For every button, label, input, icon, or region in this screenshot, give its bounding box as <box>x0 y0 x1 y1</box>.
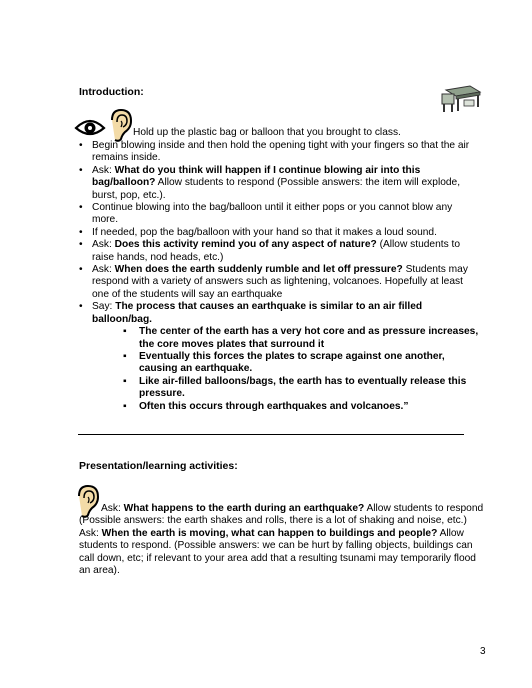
list-item: • Begin blowing inside and then hold the opening tight with your fingers so that the air remains inside. <box>79 140 479 165</box>
list-item: • Say: The process that causes an earthquake is similar to an air filled balloon/bag. ▪ The center of the earth has a very hot core and as pressure increases, the core moves plates that surround it ▪ Eventually this forces the plates to scrape against one another, causing an earthquake. ▪ Like air-filled balloons/bags, the earth has to eventually release this pressure. ▪ Often this occurs through earthquakes and volcanoes.” <box>79 301 479 413</box>
presentation-text <box>79 503 484 577</box>
page-number: 3 <box>480 646 486 657</box>
sub-bullet-list <box>92 326 479 413</box>
student-desk-icon <box>440 80 484 114</box>
section-divider <box>78 434 464 435</box>
presentation-paragraph: Ask: What happens to the earth during an earthquake? Allow students to respond (Possible answers: the earth shakes and rolls, there is a lot of shaking and noise, etc.) <box>79 503 484 527</box>
list-item: • If needed, pop the bag/balloon with your hand so that it makes a loud sound. <box>79 227 479 239</box>
list-item: • Continue blowing into the bag/balloon until it either pops or you cannot blow any more. <box>79 202 479 227</box>
intro-lead-text: Hold up the plastic bag or balloon that you brought to class. <box>133 127 401 138</box>
sub-list-item: ▪ The center of the earth has a very hot core and as pressure increases, the core moves plates that surround it <box>92 326 479 351</box>
list-item: • Ask: Does this activity remind you of any aspect of nature? (Allow students to raise hands, nod heads, etc.) <box>79 239 479 264</box>
ear-icon <box>112 110 131 141</box>
sub-list-item: ▪ Eventually this forces the plates to scrape against one another, causing an earthquake. <box>92 351 479 376</box>
intro-bullet-list <box>79 140 479 413</box>
sub-list-item: ▪ Like air-filled balloons/bags, the earth has to eventually release this pressure. <box>92 376 479 401</box>
eye-icon <box>76 121 104 134</box>
introduction-heading: Introduction: <box>79 86 144 98</box>
sub-list-item: ▪ Often this occurs through earthquakes and volcanoes.” <box>92 401 479 413</box>
list-item: • Ask: What do you think will happen if I continue blowing air into this bag/balloon? Allow students to respond (Possible answers: the item will explode, burst, pop, etc.). <box>79 165 479 202</box>
intro-icons <box>74 108 134 142</box>
list-item: • Ask: When does the earth suddenly rumble and let off pressure? Students may respond with a variety of answers such as lightening, volcanoes. Hopefully at least one of the students will say an earthquake <box>79 264 479 301</box>
presentation-paragraph: Ask: When the earth is moving, what can happen to buildings and people? Allow students to respond. (Possible answers: we can be hurt by falling objects, buildings can call down, etc; if relevant to your area add that a resulting tsunami may temporarily flood an area). <box>79 527 476 577</box>
presentation-heading: Presentation/learning activities: <box>79 460 238 472</box>
